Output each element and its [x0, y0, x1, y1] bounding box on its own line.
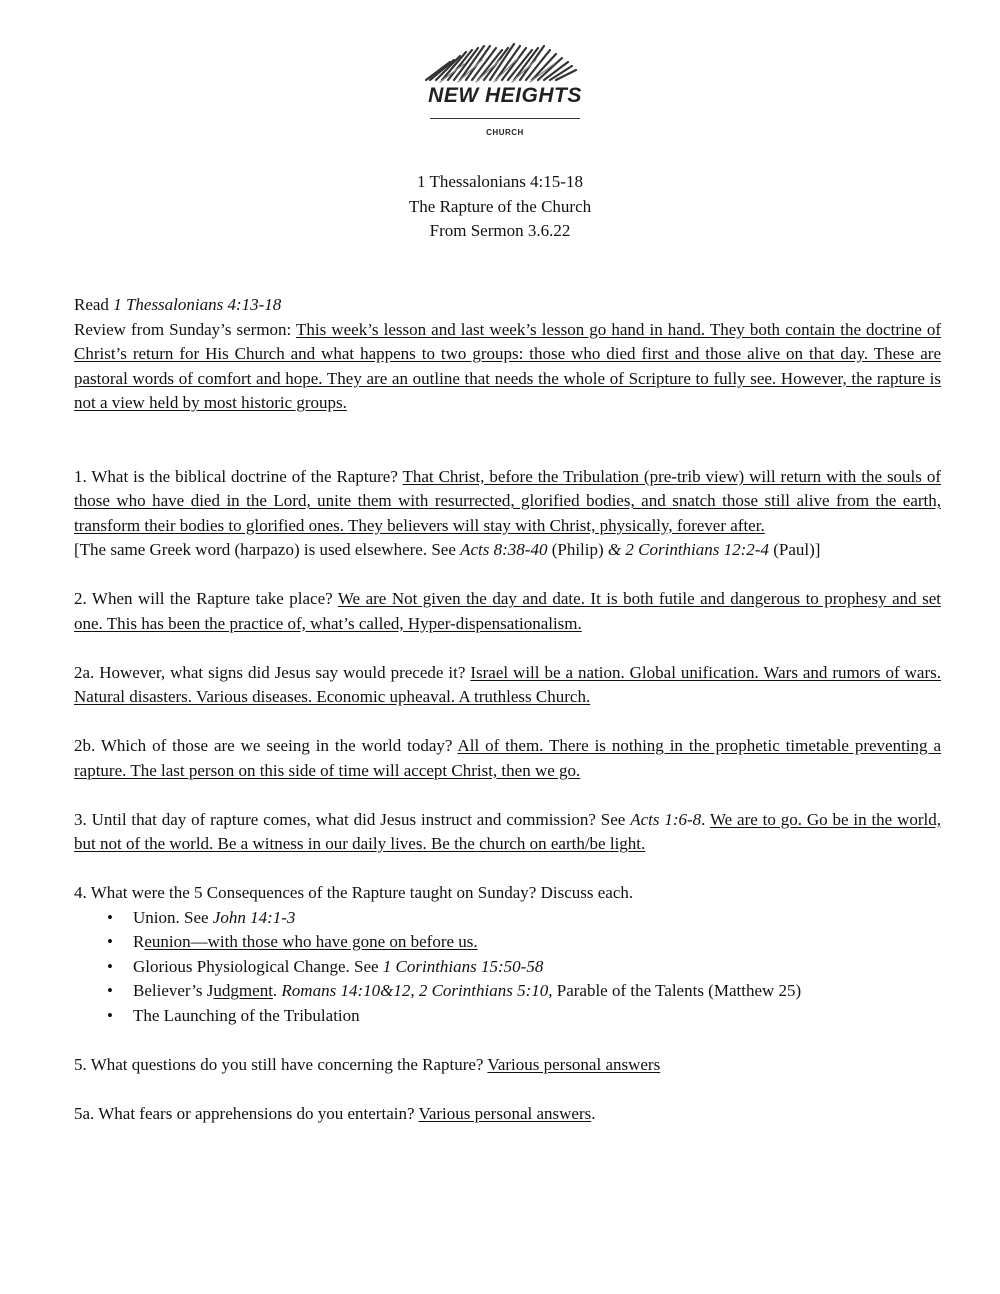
- note-reference-acts: Acts 8:38-40: [460, 540, 548, 559]
- question-3-text: 3. Until that day of rapture comes, what did Jesus instruct and commission? See: [74, 809, 631, 829]
- list-item-answer: udgment: [213, 981, 273, 1000]
- question-5-answer: Various personal answers: [487, 1054, 661, 1074]
- question-5: [74, 1053, 941, 1078]
- question-2a: [74, 661, 941, 710]
- list-item: [74, 955, 941, 980]
- list-item: [74, 979, 941, 1004]
- document-body: [74, 293, 941, 1126]
- question-2b-answer: All of them. There is nothing in the prophetic timetable preventing a rapture. The last person on this side of time will accept Christ, then we go.: [74, 736, 941, 780]
- question-1-text: 1. What is the biblical doctrine of the Rapture?: [74, 466, 403, 486]
- question-2-text: 2. When will the Rapture take place?: [74, 589, 338, 608]
- list-item-text: Glorious Physiological Change. See: [133, 956, 383, 976]
- question-1: [74, 465, 941, 539]
- question-2b: [74, 734, 941, 783]
- question-4-text: 4. What were the 5 Consequences of the Rapture taught on Sunday? Discuss each.: [74, 883, 634, 902]
- question-1-answer: That Christ, before the Tribulation (pre-trib view) will return with the souls of those who have died in the Lord, unite them with resurrected, glorified bodies, and snatch those still alive from the earth, transform their bodies to glorified ones. They believers will stay with Christ, physically, forever after.: [74, 466, 941, 535]
- read-reference: 1 Thessalonians 4:13-18: [113, 295, 282, 314]
- mountain-icon: [420, 40, 590, 86]
- punctuation: .: [591, 1103, 596, 1123]
- question-5-text: 5. What questions do you still have concerning the Rapture?: [74, 1054, 488, 1074]
- list-item-answer: eunion—with those who have gone on before us.: [144, 932, 478, 951]
- note-text: (Philip): [547, 540, 608, 559]
- question-3-answer: We are to go. Go be in the world, but not of the world. Be a witness in our daily lives. Be the church on earth/be light.: [74, 809, 941, 853]
- list-item-text: The Launching of the Tribulation: [133, 1005, 360, 1025]
- review-label: Review from Sunday’s sermon:: [74, 319, 297, 339]
- review-paragraph: [74, 318, 941, 416]
- list-item-text: Believer’s J: [133, 981, 214, 1000]
- list-item-text: Union. See: [133, 907, 213, 927]
- question-1-note: [74, 538, 941, 563]
- question-5a-text: 5a. What fears or apprehensions do you entertain?: [74, 1103, 419, 1123]
- question-4: [74, 881, 941, 906]
- question-2-answer: We are Not given the day and date. It is both futile and dangerous to prophesy and set one. This has been the practice of, what’s called, Hyper-dispensationalism.: [74, 589, 941, 633]
- read-label: Read: [74, 295, 114, 314]
- logo-wordmark: NEW HEIGHTS: [428, 84, 582, 107]
- list-item: [74, 906, 941, 931]
- lesson-title: The Rapture of the Church: [408, 196, 592, 216]
- list-item-reference: 1 Corinthians 15:50-58: [382, 956, 544, 976]
- logo-subtitle: CHURCH: [486, 128, 524, 137]
- question-2a-answer: Israel will be a nation. Global unification. Wars and rumors of wars. Natural disasters. Various diseases. Economic upheaval. A truthless Church.: [74, 662, 941, 706]
- list-item-reference: Romans 14:10&12, 2 Corinthians 5:10,: [281, 981, 553, 1000]
- logo-divider: [430, 118, 580, 119]
- question-2a-text: 2a. However, what signs did Jesus say would precede it?: [74, 662, 471, 682]
- scripture-reference: 1 Thessalonians 4:15-18: [417, 172, 583, 191]
- church-logo: [420, 40, 590, 135]
- punctuation: .: [272, 981, 282, 1000]
- list-item-reference: John 14:1-3: [212, 907, 296, 927]
- question-2: [74, 587, 941, 636]
- read-line: [74, 293, 941, 318]
- question-2b-text: 2b. Which of those are we seeing in the world today?: [74, 736, 458, 755]
- consequences-list: [74, 906, 941, 1029]
- review-answer: This week’s lesson and last week’s lesson go hand in hand. They both contain the doctrine of Christ’s return for His Church and what happens to two groups: those who died first and those alive on that day. These are pastoral words of comfort and hope. They are an outline that needs the whole of Scripture to fully see. However, the rapture is not a view held by most historic groups.: [74, 319, 941, 412]
- question-5a-answer: Various personal answers: [418, 1103, 592, 1123]
- sermon-date: From Sermon 3.6.22: [429, 221, 571, 240]
- note-text: (Paul)]: [768, 540, 821, 559]
- list-item: [74, 930, 941, 955]
- question-5a: [74, 1102, 941, 1127]
- list-item-text: R: [133, 932, 145, 951]
- note-reference-corinthians: & 2 Corinthians 12:2-4: [607, 540, 769, 559]
- question-3-reference: Acts 1:6-8: [630, 809, 702, 829]
- list-item-text: Parable of the Talents (Matthew 25): [552, 981, 802, 1000]
- document-header: [0, 170, 1000, 244]
- note-text: [The same Greek word (harpazo) is used elsewhere. See: [74, 540, 461, 559]
- question-3: [74, 808, 941, 857]
- list-item: [74, 1004, 941, 1029]
- punctuation: .: [701, 809, 710, 829]
